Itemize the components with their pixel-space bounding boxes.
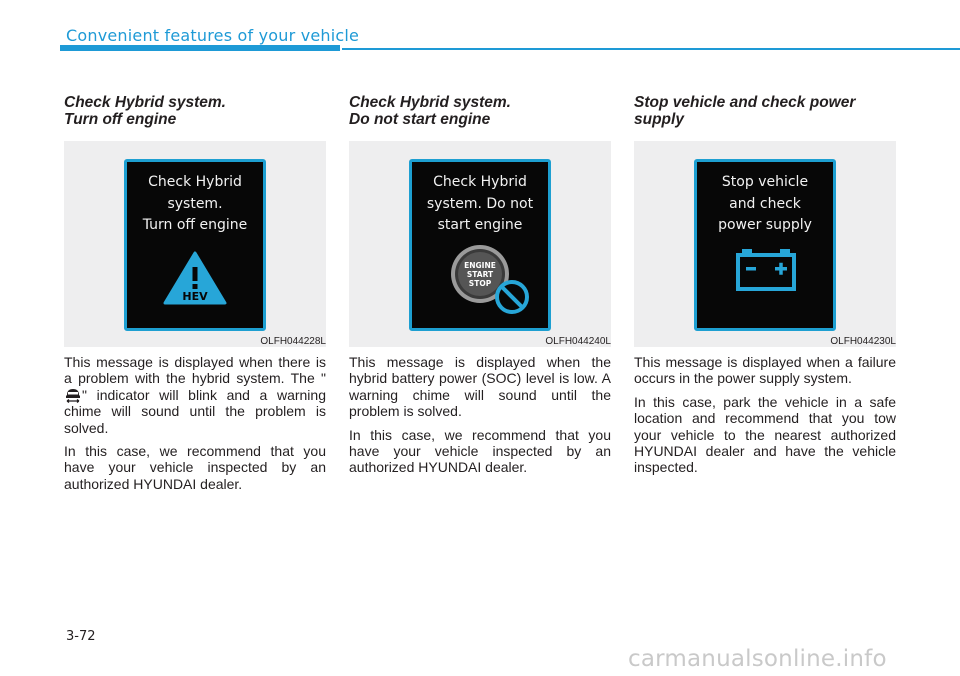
column-heading: Check Hybrid system. Turn off engine [64,94,226,128]
illustration-panel [64,141,326,347]
image-code: OLFH044228L [260,336,326,347]
column-body [349,354,611,483]
header-rule-thick [60,45,340,51]
paragraph: In this case, we recommend that you have your vehicle inspected by an authorized HYUNDAI dealer. [349,426,611,476]
paragraph: This message is displayed when a failure occurs in the power supply system. [634,354,896,387]
page-number: 3-72 [66,629,96,644]
engine-start-stop-prohibited-icon [448,244,534,318]
cluster-display [409,159,551,331]
display-message: Check Hybrid system. Do not start engine [426,174,534,233]
paragraph: This message is displayed when there is a problem with the hybrid system. The "" indicator will blink and a warning chime will sound until the problem is solved. [64,354,326,436]
watermark: carmanualsonline.info [628,646,887,672]
display-message: Stop vehicle and check power supply [718,174,812,233]
hev-warning-triangle-icon [162,250,228,306]
header-rule-thin [342,48,960,50]
paragraph: In this case, park the vehicle in a safe location and recommend that you tow your vehicle to the nearest authorized HYUNDAI dealer and have the vehicle inspected. [634,393,896,476]
paragraph: This message is displayed when the hybrid battery power (SOC) level is low. A warning chime will sound until the problem is solved. [349,354,611,420]
column-stop-vehicle-power-supply [634,94,896,476]
svg-text:START: START [466,270,494,279]
column-check-hybrid-do-not-start [349,94,611,476]
cluster-display [694,159,836,331]
battery-icon [733,248,799,292]
svg-text:HEV: HEV [182,290,208,303]
image-code: OLFH044230L [830,336,896,347]
illustration-panel [634,141,896,347]
svg-text:STOP: STOP [468,279,492,288]
svg-text:ENGINE: ENGINE [464,261,496,270]
column-heading: Stop vehicle and check power supply [634,94,856,128]
hybrid-vehicle-indicator-icon [64,387,82,403]
display-message: Check Hybrid system. Turn off engine [142,174,248,233]
cluster-display [124,159,266,331]
column-check-hybrid-turn-off [64,94,326,492]
image-code: OLFH044240L [545,336,611,347]
column-heading: Check Hybrid system. Do not start engine [349,94,511,128]
column-body [634,354,896,483]
paragraph: In this case, we recommend that you have your vehicle inspected by an authorized HYUNDAI dealer. [64,443,326,492]
illustration-panel [349,141,611,347]
column-body [64,354,326,499]
section-title: Convenient features of your vehicle [66,26,360,45]
